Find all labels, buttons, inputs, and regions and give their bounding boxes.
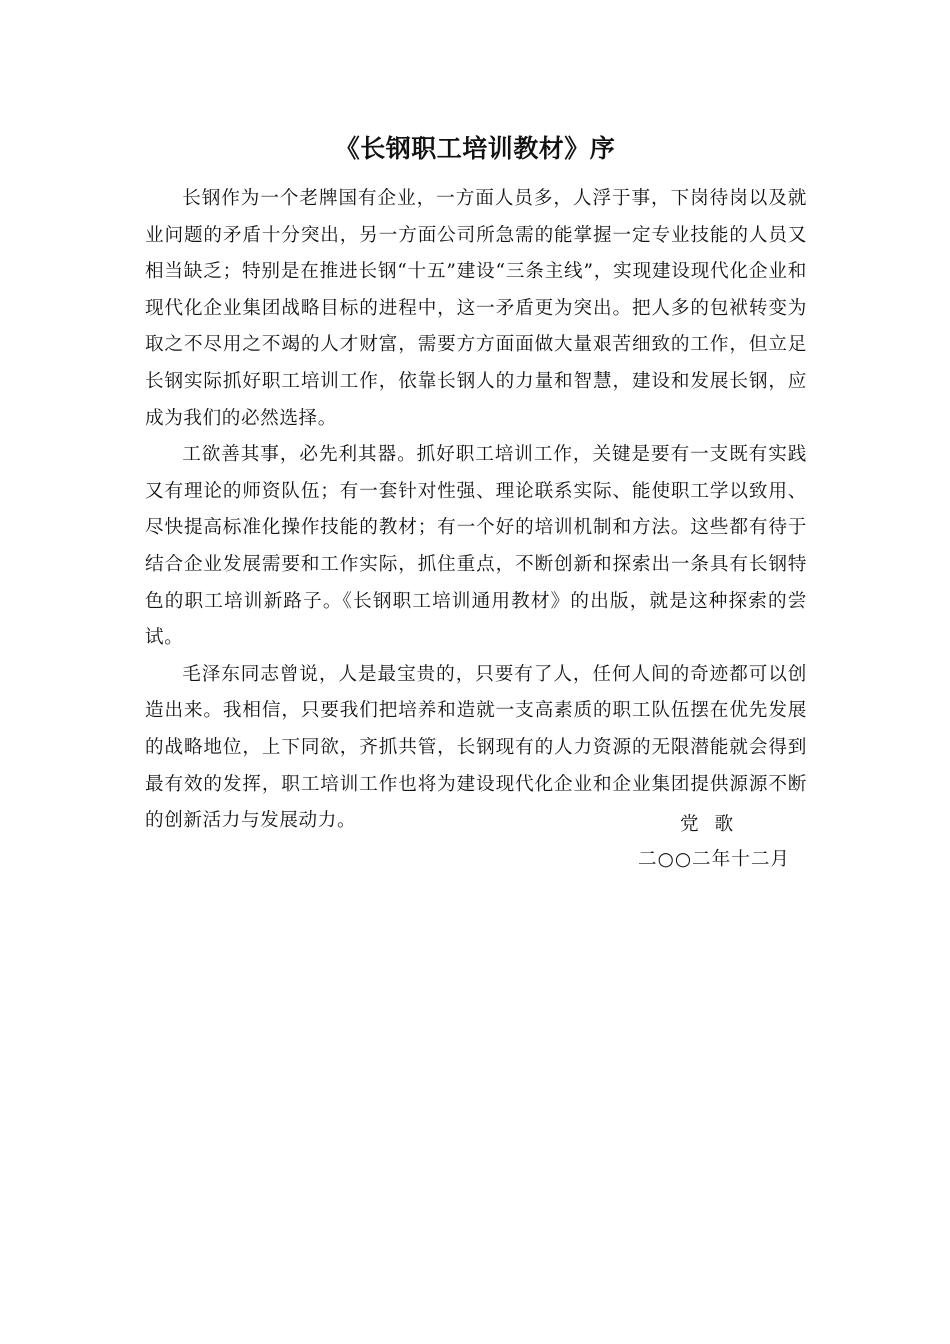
paragraph-2: 工欲善其事，必先利其器。抓好职工培训工作，关键是要有一支既有实践又有理论的师资队伍；有一套针对性强、理论联系实际、能使职工学以致用、尽快提高标准化操作技能的教材；有一个好的培训机制和方法。这些都有待于结合企业发展需要和工作实际，抓住重点，不断创新和探索出一条具有长钢特色的职工培训新路子。《长钢职工培训通用教材》的出版，就是这种探索的尝试。 <box>145 444 807 649</box>
document-title: 《长钢职工培训教材》序 <box>334 134 616 163</box>
signature-name: 党 歌 <box>680 814 735 835</box>
paragraph-3: 毛泽东同志曾说，人是最宝贵的，只要有了人，任何人间的奇迹都可以创造出来。我相信，只要我们把培养和造就一支高素质的职工队伍摆在优先发展的战略地位，上下同欲，齐抓共管，长钢现有的人力资源的无限潜能就会得到最有效的发挥，职工培训工作也将为建设现代化企业和企业集团提供源源不断的创新活力与发展动力。 <box>145 663 807 832</box>
signature-date: 二○○二年十二月 <box>638 849 791 870</box>
paragraph-1: 长钢作为一个老牌国有企业，一方面人员多，人浮于事，下岗待岗以及就业问题的矛盾十分突出，另一方面公司所急需的能掌握一定专业技能的人员又相当缺乏；特别是在推进长钢“十五”建设“三条主线”，实现建设现代化企业和现代化企业集团战略目标的进程中，这一矛盾更为突出。把人多的包袱转变为取之不尽用之不竭的人才财富，需要方方面面做大量艰苦细致的工作，但立足长钢实际抓好职工培训工作，依靠长钢人的力量和智慧，建设和发展长钢，应成为我们的必然选择。 <box>145 188 807 429</box>
preface-body <box>145 181 807 840</box>
